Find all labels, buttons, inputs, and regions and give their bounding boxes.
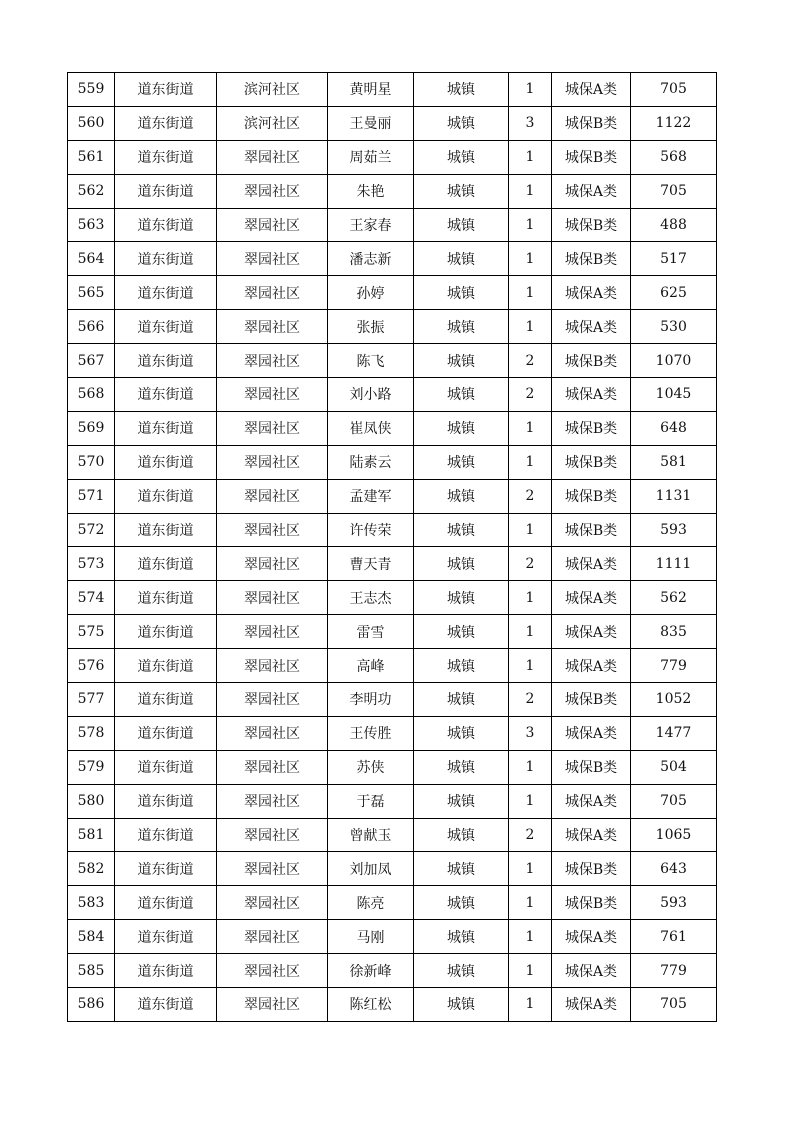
- community-cell: 翠园社区: [217, 852, 328, 886]
- household-count-cell: 3: [509, 106, 552, 140]
- street-cell: 道东街道: [115, 411, 217, 445]
- household-count-cell: 2: [509, 344, 552, 378]
- area-type-cell: 城镇: [414, 411, 509, 445]
- name-cell: 曹天青: [328, 547, 414, 581]
- category-cell: 城保A类: [552, 818, 631, 852]
- name-cell: 王传胜: [328, 716, 414, 750]
- amount-cell: 1122: [631, 106, 717, 140]
- street-cell: 道东街道: [115, 73, 217, 107]
- row-number-cell: 574: [68, 581, 115, 615]
- community-cell: 翠园社区: [217, 818, 328, 852]
- street-cell: 道东街道: [115, 683, 217, 717]
- table-row: [68, 954, 717, 988]
- amount-cell: 1065: [631, 818, 717, 852]
- amount-cell: 568: [631, 140, 717, 174]
- row-number-cell: 571: [68, 479, 115, 513]
- area-type-cell: 城镇: [414, 920, 509, 954]
- household-count-cell: 3: [509, 716, 552, 750]
- amount-cell: 488: [631, 208, 717, 242]
- table-row: [68, 140, 717, 174]
- amount-cell: 1111: [631, 547, 717, 581]
- category-cell: 城保B类: [552, 242, 631, 276]
- community-cell: 翠园社区: [217, 581, 328, 615]
- category-cell: 城保A类: [552, 954, 631, 988]
- table-row: [68, 886, 717, 920]
- street-cell: 道东街道: [115, 174, 217, 208]
- table-row: [68, 479, 717, 513]
- category-cell: 城保B类: [552, 886, 631, 920]
- area-type-cell: 城镇: [414, 174, 509, 208]
- amount-cell: 643: [631, 852, 717, 886]
- household-count-cell: 1: [509, 208, 552, 242]
- table-row: [68, 716, 717, 750]
- category-cell: 城保B类: [552, 411, 631, 445]
- table-row: [68, 310, 717, 344]
- area-type-cell: 城镇: [414, 479, 509, 513]
- area-type-cell: 城镇: [414, 242, 509, 276]
- table-row: [68, 988, 717, 1022]
- category-cell: 城保A类: [552, 378, 631, 412]
- amount-cell: 779: [631, 649, 717, 683]
- household-count-cell: 2: [509, 818, 552, 852]
- table-body: [68, 73, 717, 1022]
- amount-cell: 625: [631, 276, 717, 310]
- name-cell: 王志杰: [328, 581, 414, 615]
- row-number-cell: 564: [68, 242, 115, 276]
- household-count-cell: 1: [509, 649, 552, 683]
- street-cell: 道东街道: [115, 750, 217, 784]
- household-count-cell: 1: [509, 615, 552, 649]
- area-type-cell: 城镇: [414, 581, 509, 615]
- name-cell: 陈红松: [328, 988, 414, 1022]
- table-row: [68, 276, 717, 310]
- category-cell: 城保B类: [552, 750, 631, 784]
- row-number-cell: 582: [68, 852, 115, 886]
- household-count-cell: 2: [509, 547, 552, 581]
- row-number-cell: 586: [68, 988, 115, 1022]
- area-type-cell: 城镇: [414, 750, 509, 784]
- name-cell: 潘志新: [328, 242, 414, 276]
- amount-cell: 517: [631, 242, 717, 276]
- category-cell: 城保B类: [552, 140, 631, 174]
- category-cell: 城保B类: [552, 852, 631, 886]
- table-row: [68, 242, 717, 276]
- household-count-cell: 1: [509, 852, 552, 886]
- street-cell: 道东街道: [115, 852, 217, 886]
- name-cell: 崔凤侠: [328, 411, 414, 445]
- household-count-cell: 1: [509, 750, 552, 784]
- category-cell: 城保A类: [552, 547, 631, 581]
- category-cell: 城保B类: [552, 106, 631, 140]
- table-row: [68, 344, 717, 378]
- row-number-cell: 560: [68, 106, 115, 140]
- table-row: [68, 852, 717, 886]
- community-cell: 翠园社区: [217, 716, 328, 750]
- amount-cell: 562: [631, 581, 717, 615]
- street-cell: 道东街道: [115, 886, 217, 920]
- category-cell: 城保B类: [552, 445, 631, 479]
- amount-cell: 779: [631, 954, 717, 988]
- area-type-cell: 城镇: [414, 513, 509, 547]
- community-cell: 滨河社区: [217, 73, 328, 107]
- community-cell: 滨河社区: [217, 106, 328, 140]
- community-cell: 翠园社区: [217, 310, 328, 344]
- household-count-cell: 1: [509, 310, 552, 344]
- community-cell: 翠园社区: [217, 242, 328, 276]
- row-number-cell: 566: [68, 310, 115, 344]
- table-row: [68, 378, 717, 412]
- community-cell: 翠园社区: [217, 411, 328, 445]
- category-cell: 城保B类: [552, 513, 631, 547]
- household-count-cell: 1: [509, 276, 552, 310]
- name-cell: 陆素云: [328, 445, 414, 479]
- area-type-cell: 城镇: [414, 784, 509, 818]
- row-number-cell: 559: [68, 73, 115, 107]
- street-cell: 道东街道: [115, 784, 217, 818]
- community-cell: 翠园社区: [217, 547, 328, 581]
- category-cell: 城保A类: [552, 276, 631, 310]
- amount-cell: 705: [631, 73, 717, 107]
- amount-cell: 761: [631, 920, 717, 954]
- street-cell: 道东街道: [115, 140, 217, 174]
- community-cell: 翠园社区: [217, 988, 328, 1022]
- name-cell: 王曼丽: [328, 106, 414, 140]
- community-cell: 翠园社区: [217, 208, 328, 242]
- name-cell: 许传荣: [328, 513, 414, 547]
- category-cell: 城保A类: [552, 716, 631, 750]
- area-type-cell: 城镇: [414, 886, 509, 920]
- area-type-cell: 城镇: [414, 208, 509, 242]
- household-count-cell: 1: [509, 411, 552, 445]
- table-row: [68, 818, 717, 852]
- category-cell: 城保B类: [552, 344, 631, 378]
- row-number-cell: 568: [68, 378, 115, 412]
- amount-cell: 593: [631, 886, 717, 920]
- name-cell: 陈亮: [328, 886, 414, 920]
- household-count-cell: 1: [509, 954, 552, 988]
- community-cell: 翠园社区: [217, 750, 328, 784]
- household-count-cell: 2: [509, 683, 552, 717]
- table-row: [68, 513, 717, 547]
- amount-cell: 705: [631, 784, 717, 818]
- row-number-cell: 584: [68, 920, 115, 954]
- community-cell: 翠园社区: [217, 378, 328, 412]
- amount-cell: 1045: [631, 378, 717, 412]
- area-type-cell: 城镇: [414, 988, 509, 1022]
- row-number-cell: 569: [68, 411, 115, 445]
- street-cell: 道东街道: [115, 445, 217, 479]
- category-cell: 城保A类: [552, 920, 631, 954]
- table-row: [68, 615, 717, 649]
- row-number-cell: 567: [68, 344, 115, 378]
- category-cell: 城保A类: [552, 649, 631, 683]
- street-cell: 道东街道: [115, 479, 217, 513]
- amount-cell: 1131: [631, 479, 717, 513]
- street-cell: 道东街道: [115, 378, 217, 412]
- street-cell: 道东街道: [115, 513, 217, 547]
- row-number-cell: 581: [68, 818, 115, 852]
- area-type-cell: 城镇: [414, 547, 509, 581]
- row-number-cell: 577: [68, 683, 115, 717]
- community-cell: 翠园社区: [217, 344, 328, 378]
- table-row: [68, 73, 717, 107]
- row-number-cell: 579: [68, 750, 115, 784]
- household-count-cell: 1: [509, 242, 552, 276]
- name-cell: 于磊: [328, 784, 414, 818]
- amount-cell: 1070: [631, 344, 717, 378]
- table-row: [68, 174, 717, 208]
- area-type-cell: 城镇: [414, 683, 509, 717]
- community-cell: 翠园社区: [217, 683, 328, 717]
- household-count-cell: 1: [509, 920, 552, 954]
- category-cell: 城保A类: [552, 615, 631, 649]
- category-cell: 城保A类: [552, 784, 631, 818]
- street-cell: 道东街道: [115, 954, 217, 988]
- category-cell: 城保B类: [552, 208, 631, 242]
- area-type-cell: 城镇: [414, 818, 509, 852]
- category-cell: 城保B类: [552, 479, 631, 513]
- household-count-cell: 1: [509, 988, 552, 1022]
- household-count-cell: 2: [509, 479, 552, 513]
- street-cell: 道东街道: [115, 920, 217, 954]
- amount-cell: 835: [631, 615, 717, 649]
- document-page: [67, 72, 717, 1022]
- community-cell: 翠园社区: [217, 276, 328, 310]
- street-cell: 道东街道: [115, 615, 217, 649]
- row-number-cell: 563: [68, 208, 115, 242]
- table-row: [68, 649, 717, 683]
- name-cell: 黄明星: [328, 73, 414, 107]
- street-cell: 道东街道: [115, 649, 217, 683]
- area-type-cell: 城镇: [414, 852, 509, 886]
- table-row: [68, 208, 717, 242]
- amount-cell: 705: [631, 174, 717, 208]
- community-cell: 翠园社区: [217, 954, 328, 988]
- street-cell: 道东街道: [115, 276, 217, 310]
- table-row: [68, 445, 717, 479]
- area-type-cell: 城镇: [414, 310, 509, 344]
- name-cell: 王家春: [328, 208, 414, 242]
- community-cell: 翠园社区: [217, 649, 328, 683]
- category-cell: 城保A类: [552, 174, 631, 208]
- table-row: [68, 411, 717, 445]
- name-cell: 高峰: [328, 649, 414, 683]
- row-number-cell: 585: [68, 954, 115, 988]
- category-cell: 城保B类: [552, 683, 631, 717]
- area-type-cell: 城镇: [414, 140, 509, 174]
- community-cell: 翠园社区: [217, 479, 328, 513]
- row-number-cell: 578: [68, 716, 115, 750]
- category-cell: 城保A类: [552, 988, 631, 1022]
- household-count-cell: 1: [509, 174, 552, 208]
- street-cell: 道东街道: [115, 581, 217, 615]
- community-cell: 翠园社区: [217, 513, 328, 547]
- household-count-cell: 2: [509, 378, 552, 412]
- table-row: [68, 547, 717, 581]
- household-count-cell: 1: [509, 886, 552, 920]
- area-type-cell: 城镇: [414, 615, 509, 649]
- name-cell: 马刚: [328, 920, 414, 954]
- table-row: [68, 581, 717, 615]
- area-type-cell: 城镇: [414, 276, 509, 310]
- row-number-cell: 561: [68, 140, 115, 174]
- row-number-cell: 562: [68, 174, 115, 208]
- household-count-cell: 1: [509, 513, 552, 547]
- name-cell: 孙婷: [328, 276, 414, 310]
- street-cell: 道东街道: [115, 310, 217, 344]
- household-count-cell: 1: [509, 784, 552, 818]
- name-cell: 张振: [328, 310, 414, 344]
- community-cell: 翠园社区: [217, 445, 328, 479]
- household-count-cell: 1: [509, 140, 552, 174]
- household-count-cell: 1: [509, 73, 552, 107]
- community-cell: 翠园社区: [217, 615, 328, 649]
- street-cell: 道东街道: [115, 988, 217, 1022]
- row-number-cell: 573: [68, 547, 115, 581]
- category-cell: 城保A类: [552, 581, 631, 615]
- area-type-cell: 城镇: [414, 649, 509, 683]
- area-type-cell: 城镇: [414, 954, 509, 988]
- amount-cell: 1477: [631, 716, 717, 750]
- row-number-cell: 565: [68, 276, 115, 310]
- table-row: [68, 683, 717, 717]
- community-cell: 翠园社区: [217, 886, 328, 920]
- name-cell: 周茹兰: [328, 140, 414, 174]
- street-cell: 道东街道: [115, 106, 217, 140]
- community-cell: 翠园社区: [217, 784, 328, 818]
- benefit-roster-table: [67, 72, 717, 1022]
- row-number-cell: 572: [68, 513, 115, 547]
- name-cell: 陈飞: [328, 344, 414, 378]
- amount-cell: 581: [631, 445, 717, 479]
- area-type-cell: 城镇: [414, 344, 509, 378]
- amount-cell: 504: [631, 750, 717, 784]
- name-cell: 刘小路: [328, 378, 414, 412]
- street-cell: 道东街道: [115, 344, 217, 378]
- amount-cell: 530: [631, 310, 717, 344]
- row-number-cell: 583: [68, 886, 115, 920]
- street-cell: 道东街道: [115, 242, 217, 276]
- name-cell: 朱艳: [328, 174, 414, 208]
- name-cell: 徐新峰: [328, 954, 414, 988]
- name-cell: 雷雪: [328, 615, 414, 649]
- name-cell: 李明功: [328, 683, 414, 717]
- category-cell: 城保A类: [552, 73, 631, 107]
- street-cell: 道东街道: [115, 818, 217, 852]
- row-number-cell: 580: [68, 784, 115, 818]
- community-cell: 翠园社区: [217, 174, 328, 208]
- name-cell: 孟建军: [328, 479, 414, 513]
- street-cell: 道东街道: [115, 547, 217, 581]
- row-number-cell: 576: [68, 649, 115, 683]
- household-count-cell: 1: [509, 445, 552, 479]
- community-cell: 翠园社区: [217, 920, 328, 954]
- table-row: [68, 920, 717, 954]
- name-cell: 刘加凤: [328, 852, 414, 886]
- area-type-cell: 城镇: [414, 73, 509, 107]
- area-type-cell: 城镇: [414, 716, 509, 750]
- table-row: [68, 106, 717, 140]
- row-number-cell: 575: [68, 615, 115, 649]
- table-row: [68, 784, 717, 818]
- name-cell: 曾献玉: [328, 818, 414, 852]
- community-cell: 翠园社区: [217, 140, 328, 174]
- category-cell: 城保A类: [552, 310, 631, 344]
- household-count-cell: 1: [509, 581, 552, 615]
- street-cell: 道东街道: [115, 208, 217, 242]
- amount-cell: 705: [631, 988, 717, 1022]
- row-number-cell: 570: [68, 445, 115, 479]
- name-cell: 苏侠: [328, 750, 414, 784]
- area-type-cell: 城镇: [414, 106, 509, 140]
- amount-cell: 593: [631, 513, 717, 547]
- street-cell: 道东街道: [115, 716, 217, 750]
- amount-cell: 648: [631, 411, 717, 445]
- area-type-cell: 城镇: [414, 445, 509, 479]
- table-row: [68, 750, 717, 784]
- area-type-cell: 城镇: [414, 378, 509, 412]
- amount-cell: 1052: [631, 683, 717, 717]
